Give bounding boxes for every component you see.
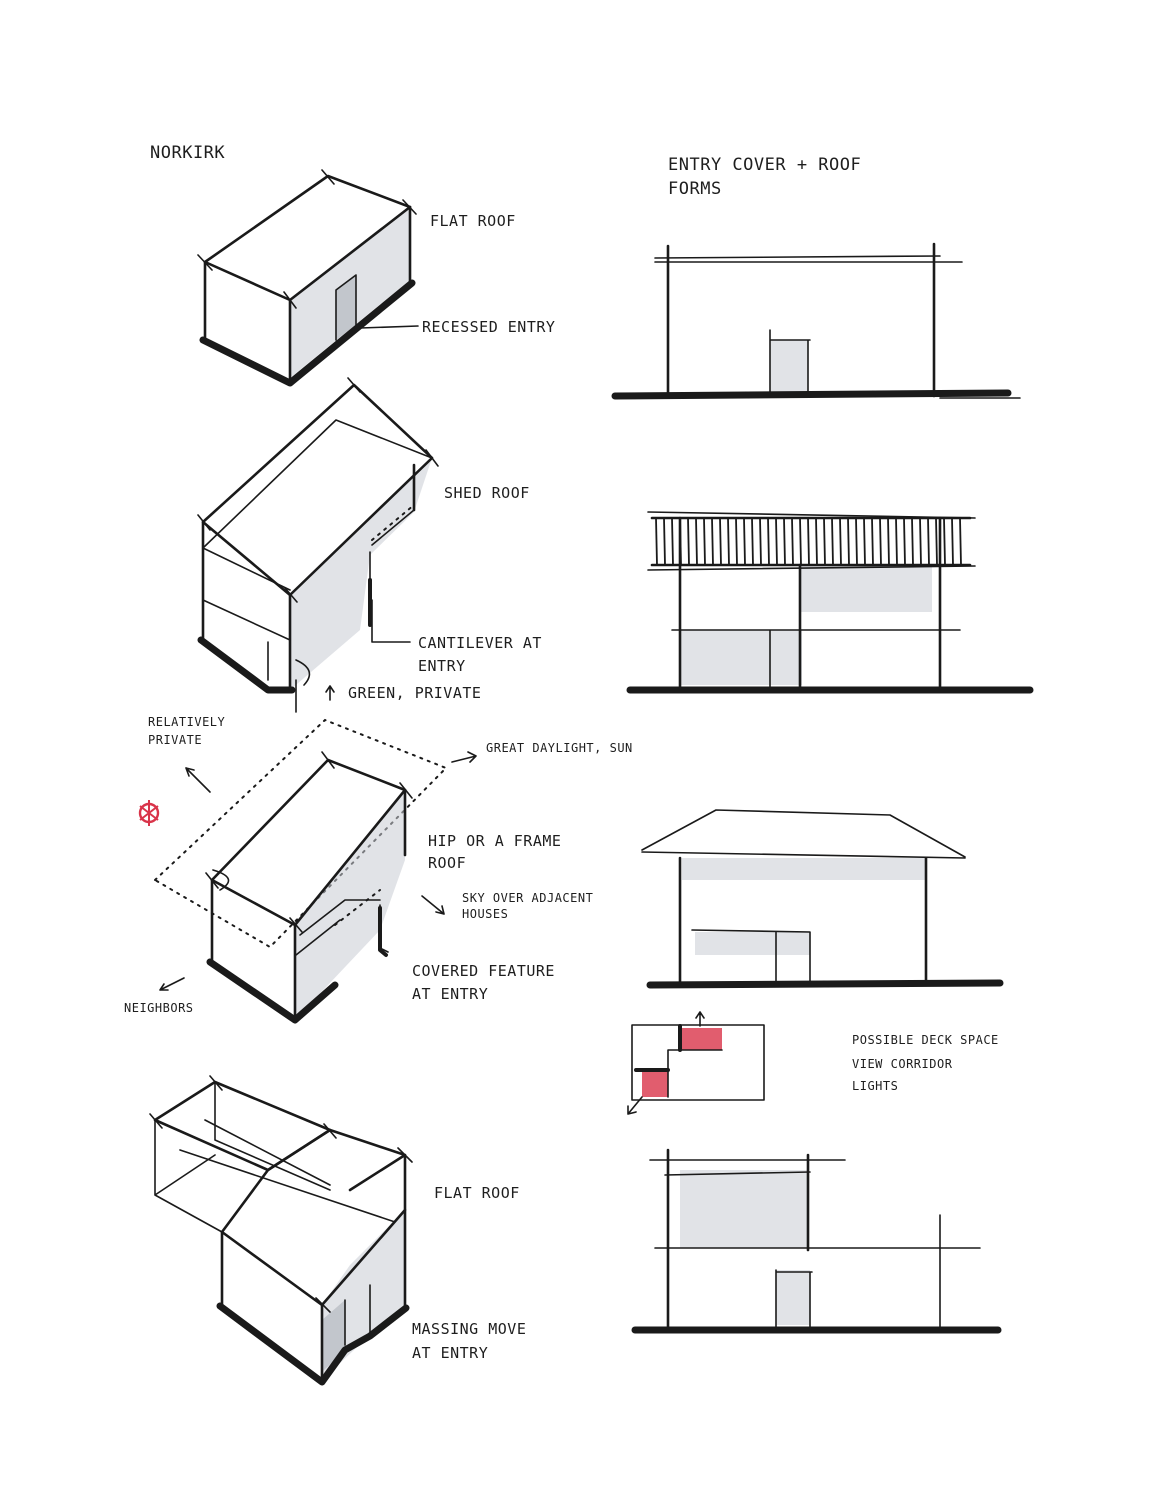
label-covered-line2: AT ENTRY	[412, 985, 489, 1003]
trellis-slat	[952, 518, 953, 565]
trellis-slat	[888, 518, 889, 565]
trellis-slat	[704, 518, 705, 565]
label-neighbors: NEIGHBORS	[124, 1001, 194, 1015]
plan-note-lights: LIGHTS	[852, 1079, 899, 1093]
north-compass-icon	[140, 800, 158, 826]
trellis-slat	[760, 518, 761, 565]
label-recessed-entry: RECESSED ENTRY	[422, 318, 556, 336]
trellis-slat	[736, 518, 737, 565]
trellis-slat	[800, 518, 801, 565]
roof-trellis	[656, 518, 961, 565]
trellis-slat	[904, 518, 905, 565]
massing-shed-roof	[198, 378, 438, 712]
label-daylight: GREAT DAYLIGHT, SUN	[486, 741, 633, 755]
trellis-slat	[928, 518, 929, 565]
trellis-slat	[896, 518, 897, 565]
trellis-slat	[848, 518, 849, 565]
trellis-slat	[728, 518, 729, 565]
trellis-slat	[840, 518, 841, 565]
label-covered-line1: COVERED FEATURE	[412, 962, 555, 980]
trellis-slat	[912, 518, 913, 565]
massing-flat-roof-intersecting	[150, 1076, 412, 1382]
trellis-slat	[744, 518, 745, 565]
trellis-slat	[920, 518, 921, 565]
label-shed-roof: SHED ROOF	[444, 484, 530, 502]
trellis-slat	[816, 518, 817, 565]
elevations-title-line2: FORMS	[668, 179, 722, 199]
plan-deck-diagram	[628, 1012, 764, 1114]
massing-hip-roof	[155, 720, 446, 1020]
label-massing-move-line2: AT ENTRY	[412, 1344, 489, 1362]
label-sky-line2: HOUSES	[462, 907, 509, 921]
trellis-slat	[688, 518, 689, 565]
label-private-line2: PRIVATE	[148, 733, 203, 747]
label-massing-move-line1: MASSING MOVE	[412, 1320, 527, 1338]
elevations-title-line1: ENTRY COVER + ROOF	[668, 155, 862, 175]
trellis-slat	[960, 518, 961, 565]
label-hip-roof-line1: HIP OR A FRAME	[428, 832, 562, 850]
trellis-slat	[696, 518, 697, 565]
trellis-slat	[672, 518, 673, 565]
trellis-slat	[824, 518, 825, 565]
elevation-massing-move	[635, 1150, 998, 1330]
trellis-slat	[856, 518, 857, 565]
trellis-slat	[864, 518, 865, 565]
plan-note-deck: POSSIBLE DECK SPACE	[852, 1033, 999, 1047]
massing-flat-roof	[198, 170, 416, 383]
trellis-slat	[808, 518, 809, 565]
trellis-slat	[712, 518, 713, 565]
trellis-slat	[784, 518, 785, 565]
leader-cantilever	[372, 600, 410, 642]
trellis-slat	[792, 518, 793, 565]
elevation-flat-roof	[615, 244, 1020, 398]
trellis-slat	[664, 518, 665, 565]
label-flat-roof-2: FLAT ROOF	[434, 1184, 520, 1202]
elevation-shed-roof	[630, 512, 1030, 690]
label-cantilever-line1: CANTILEVER AT	[418, 634, 542, 652]
trellis-slat	[768, 518, 769, 565]
trellis-slat	[832, 518, 833, 565]
plan-note-view: VIEW CORRIDOR	[852, 1057, 953, 1071]
trellis-slat	[936, 518, 937, 565]
trellis-slat	[944, 518, 945, 565]
trellis-slat	[752, 518, 753, 565]
trellis-slat	[720, 518, 721, 565]
trellis-slat	[656, 518, 657, 565]
label-sky-line1: SKY OVER ADJACENT	[462, 891, 594, 905]
label-hip-roof-line2: ROOF	[428, 854, 467, 872]
trellis-slat	[776, 518, 777, 565]
label-green-private: GREEN, PRIVATE	[348, 684, 482, 702]
label-cantilever-line2: ENTRY	[418, 657, 466, 675]
label-private-line1: RELATIVELY	[148, 715, 226, 729]
label-flat-roof-1: FLAT ROOF	[430, 212, 516, 230]
leader-recessed-entry	[360, 326, 418, 328]
elevation-hip-roof	[642, 810, 1000, 985]
trellis-slat	[880, 518, 881, 565]
trellis-slat	[872, 518, 873, 565]
sheet-title: NORKIRK	[150, 143, 226, 163]
